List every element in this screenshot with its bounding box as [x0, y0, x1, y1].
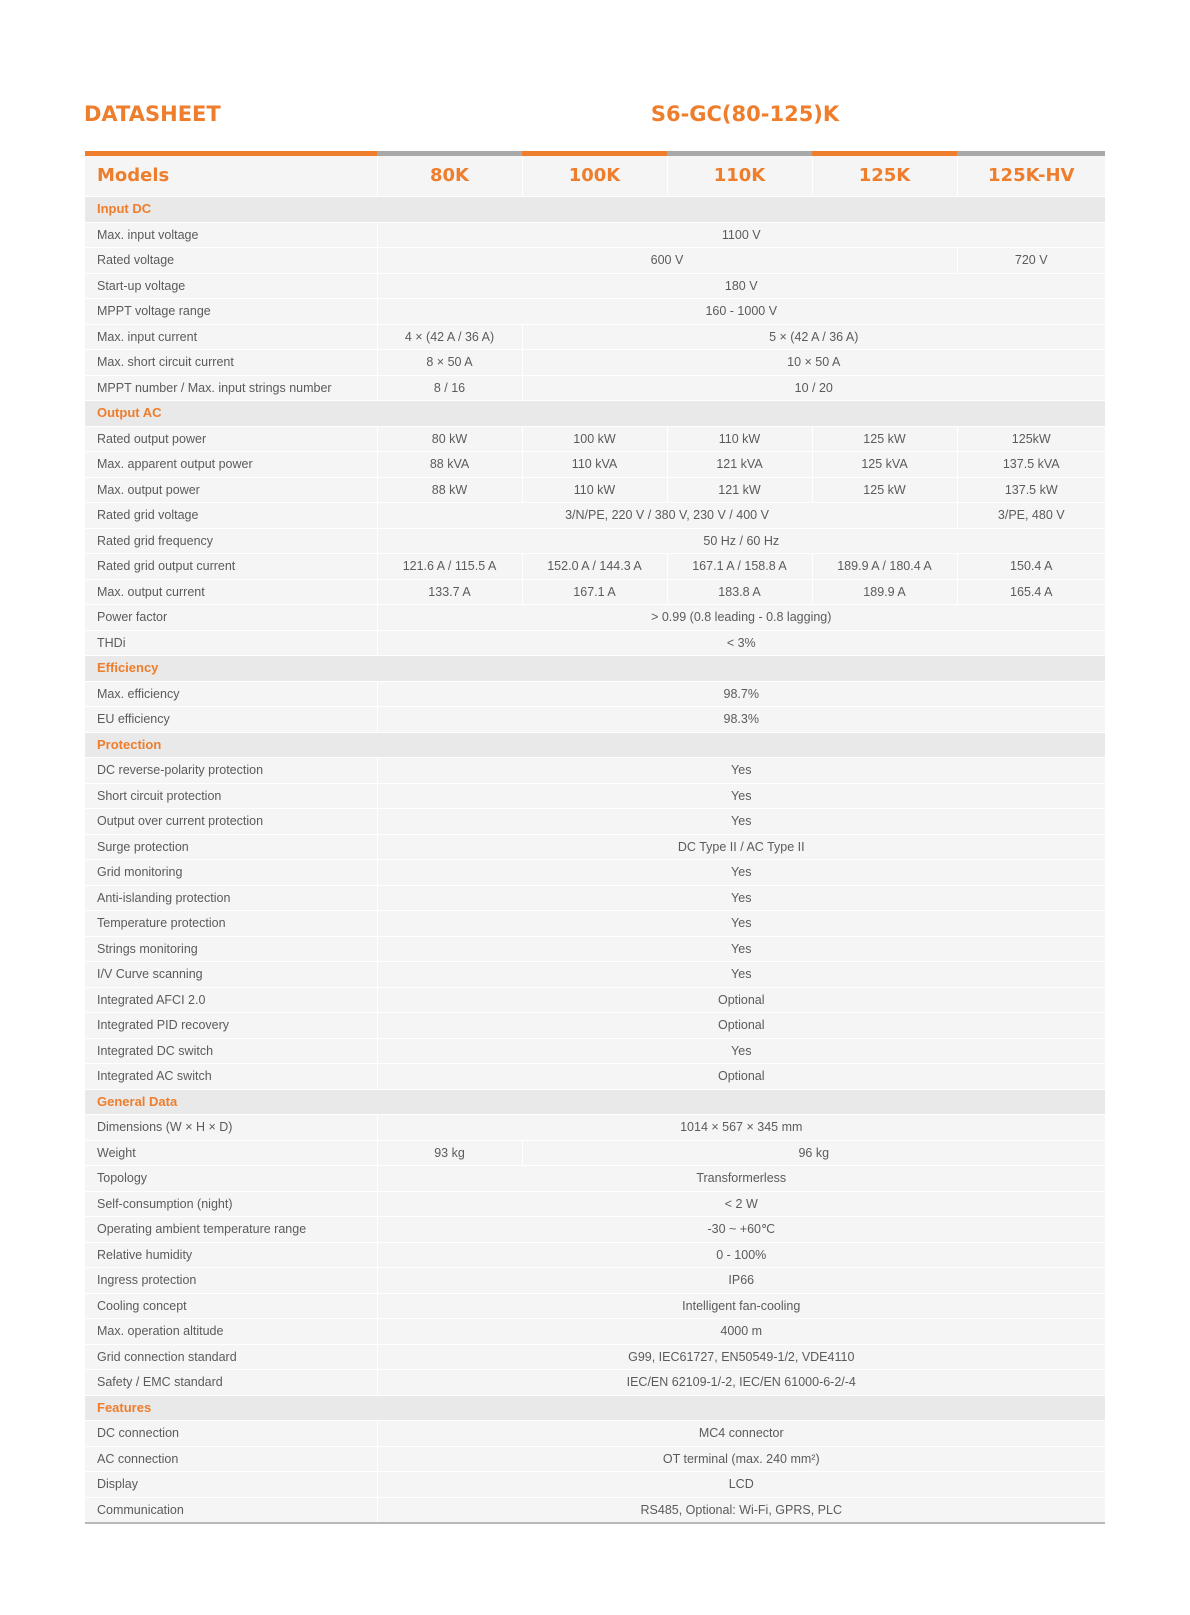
- spec-value: 100 kW: [522, 426, 667, 452]
- section-header-row: [85, 732, 1105, 758]
- spec-value: 50 Hz / 60 Hz: [377, 528, 1105, 554]
- spec-row: [85, 962, 1105, 988]
- spec-value: 180 V: [377, 273, 1105, 299]
- spec-label: Output over current protection: [85, 809, 377, 835]
- spec-row: [85, 1115, 1105, 1141]
- spec-value: 165.4 A: [957, 579, 1105, 605]
- spec-label: Integrated DC switch: [85, 1038, 377, 1064]
- section-header-row: [85, 1089, 1105, 1115]
- spec-label: Max. short circuit current: [85, 350, 377, 376]
- spec-value: < 3%: [377, 630, 1105, 656]
- model-header: 100K: [522, 156, 667, 197]
- models-label: Models: [85, 156, 377, 197]
- spec-label: Cooling concept: [85, 1293, 377, 1319]
- spec-row: [85, 248, 1105, 274]
- spec-row: [85, 1166, 1105, 1192]
- spec-row: [85, 426, 1105, 452]
- spec-row: [85, 1293, 1105, 1319]
- spec-row: [85, 299, 1105, 325]
- spec-value: 10 × 50 A: [522, 350, 1105, 376]
- spec-value: 720 V: [957, 248, 1105, 274]
- spec-row: [85, 477, 1105, 503]
- spec-row: [85, 630, 1105, 656]
- spec-label: DC connection: [85, 1421, 377, 1447]
- spec-value: 189.9 A / 180.4 A: [812, 554, 957, 580]
- spec-label: I/V Curve scanning: [85, 962, 377, 988]
- spec-label: MPPT voltage range: [85, 299, 377, 325]
- spec-label: Topology: [85, 1166, 377, 1192]
- spec-value: 5 × (42 A / 36 A): [522, 324, 1105, 350]
- spec-row: [85, 1497, 1105, 1523]
- models-header-row: [85, 156, 1105, 197]
- spec-value: 98.3%: [377, 707, 1105, 733]
- spec-label: Operating ambient temperature range: [85, 1217, 377, 1243]
- spec-value: 160 - 1000 V: [377, 299, 1105, 325]
- spec-row: [85, 809, 1105, 835]
- spec-label: Rated grid voltage: [85, 503, 377, 529]
- spec-label: Grid connection standard: [85, 1344, 377, 1370]
- spec-value: 88 kW: [377, 477, 522, 503]
- spec-label: Relative humidity: [85, 1242, 377, 1268]
- section-header-row: [85, 197, 1105, 223]
- spec-value: Optional: [377, 1013, 1105, 1039]
- spec-value: 152.0 A / 144.3 A: [522, 554, 667, 580]
- section-title: Efficiency: [85, 656, 1105, 682]
- spec-value: 3/PE, 480 V: [957, 503, 1105, 529]
- datasheet-title: DATASHEET: [84, 102, 221, 126]
- spec-label: Max. output power: [85, 477, 377, 503]
- section-title: General Data: [85, 1089, 1105, 1115]
- spec-label: Power factor: [85, 605, 377, 631]
- spec-value: 4 × (42 A / 36 A): [377, 324, 522, 350]
- spec-value: Transformerless: [377, 1166, 1105, 1192]
- section-title: Features: [85, 1395, 1105, 1421]
- spec-row: [85, 834, 1105, 860]
- spec-label: Integrated AFCI 2.0: [85, 987, 377, 1013]
- spec-label: Rated grid frequency: [85, 528, 377, 554]
- spec-value: Optional: [377, 987, 1105, 1013]
- spec-value: 96 kg: [522, 1140, 1105, 1166]
- spec-value: G99, IEC61727, EN50549-1/2, VDE4110: [377, 1344, 1105, 1370]
- model-header: 125K: [812, 156, 957, 197]
- spec-row: [85, 1446, 1105, 1472]
- spec-value: 88 kVA: [377, 452, 522, 478]
- spec-value: -30 ~ +60℃: [377, 1217, 1105, 1243]
- spec-row: [85, 885, 1105, 911]
- spec-value: 600 V: [377, 248, 957, 274]
- spec-label: MPPT number / Max. input strings number: [85, 375, 377, 401]
- spec-label: Weight: [85, 1140, 377, 1166]
- spec-label: Integrated PID recovery: [85, 1013, 377, 1039]
- spec-value: RS485, Optional: Wi-Fi, GPRS, PLC: [377, 1497, 1105, 1523]
- spec-value: 1014 × 567 × 345 mm: [377, 1115, 1105, 1141]
- spec-value: 110 kW: [522, 477, 667, 503]
- spec-row: [85, 452, 1105, 478]
- spec-label: Surge protection: [85, 834, 377, 860]
- model-series-title: S6-GC(80-125)K: [650, 102, 840, 126]
- spec-row: [85, 350, 1105, 376]
- spec-value: Yes: [377, 911, 1105, 937]
- spec-value: 125kW: [957, 426, 1105, 452]
- spec-value: OT terminal (max. 240 mm²): [377, 1446, 1105, 1472]
- spec-label: Safety / EMC standard: [85, 1370, 377, 1396]
- spec-value: 125 kW: [812, 426, 957, 452]
- spec-value: 110 kVA: [522, 452, 667, 478]
- spec-value: 125 kVA: [812, 452, 957, 478]
- spec-label: Grid monitoring: [85, 860, 377, 886]
- spec-row: [85, 503, 1105, 529]
- spec-value: 8 × 50 A: [377, 350, 522, 376]
- spec-row: [85, 783, 1105, 809]
- spec-value: 10 / 20: [522, 375, 1105, 401]
- spec-row: [85, 911, 1105, 937]
- spec-value: Yes: [377, 936, 1105, 962]
- spec-label: Ingress protection: [85, 1268, 377, 1294]
- spec-value: 167.1 A: [522, 579, 667, 605]
- spec-value: < 2 W: [377, 1191, 1105, 1217]
- spec-value: 110 kW: [667, 426, 812, 452]
- spec-row: [85, 1242, 1105, 1268]
- spec-label: Rated output power: [85, 426, 377, 452]
- spec-value: Intelligent fan-cooling: [377, 1293, 1105, 1319]
- spec-value: 183.8 A: [667, 579, 812, 605]
- spec-label: EU efficiency: [85, 707, 377, 733]
- model-header: 125K-HV: [957, 156, 1105, 197]
- model-header: 110K: [667, 156, 812, 197]
- spec-label: AC connection: [85, 1446, 377, 1472]
- spec-value: > 0.99 (0.8 leading - 0.8 lagging): [377, 605, 1105, 631]
- spec-label: Strings monitoring: [85, 936, 377, 962]
- spec-row: [85, 273, 1105, 299]
- spec-row: [85, 579, 1105, 605]
- spec-value: 0 - 100%: [377, 1242, 1105, 1268]
- spec-value: LCD: [377, 1472, 1105, 1498]
- spec-label: Rated voltage: [85, 248, 377, 274]
- spec-value: Yes: [377, 809, 1105, 835]
- spec-label: Rated grid output current: [85, 554, 377, 580]
- spec-value: 137.5 kVA: [957, 452, 1105, 478]
- spec-value: 121 kVA: [667, 452, 812, 478]
- spec-value: 1100 V: [377, 222, 1105, 248]
- spec-value: 8 / 16: [377, 375, 522, 401]
- spec-label: THDi: [85, 630, 377, 656]
- spec-row: [85, 1217, 1105, 1243]
- spec-row: [85, 324, 1105, 350]
- spec-row: [85, 1191, 1105, 1217]
- spec-row: [85, 1370, 1105, 1396]
- spec-label: Start-up voltage: [85, 273, 377, 299]
- spec-value: Yes: [377, 758, 1105, 784]
- spec-row: [85, 605, 1105, 631]
- spec-row: [85, 987, 1105, 1013]
- spec-value: 4000 m: [377, 1319, 1105, 1345]
- spec-row: [85, 758, 1105, 784]
- spec-label: Max. input current: [85, 324, 377, 350]
- spec-value: Yes: [377, 1038, 1105, 1064]
- spec-value: 93 kg: [377, 1140, 522, 1166]
- spec-row: [85, 1319, 1105, 1345]
- spec-label: Max. input voltage: [85, 222, 377, 248]
- spec-value: Yes: [377, 860, 1105, 886]
- model-header: 80K: [377, 156, 522, 197]
- spec-row: [85, 860, 1105, 886]
- spec-value: 167.1 A / 158.8 A: [667, 554, 812, 580]
- spec-row: [85, 222, 1105, 248]
- spec-label: Max. apparent output power: [85, 452, 377, 478]
- spec-value: Yes: [377, 885, 1105, 911]
- spec-label: Max. efficiency: [85, 681, 377, 707]
- spec-row: [85, 707, 1105, 733]
- spec-label: Display: [85, 1472, 377, 1498]
- spec-label: DC reverse-polarity protection: [85, 758, 377, 784]
- spec-row: [85, 1013, 1105, 1039]
- spec-value: IEC/EN 62109-1/-2, IEC/EN 61000-6-2/-4: [377, 1370, 1105, 1396]
- spec-row: [85, 1421, 1105, 1447]
- spec-value: DC Type II / AC Type II: [377, 834, 1105, 860]
- spec-value: 137.5 kW: [957, 477, 1105, 503]
- spec-row: [85, 1064, 1105, 1090]
- spec-label: Dimensions (W × H × D): [85, 1115, 377, 1141]
- spec-row: [85, 681, 1105, 707]
- spec-value: 150.4 A: [957, 554, 1105, 580]
- section-title: Input DC: [85, 197, 1105, 223]
- section-header-row: [85, 1395, 1105, 1421]
- section-header-row: [85, 401, 1105, 427]
- spec-value: 98.7%: [377, 681, 1105, 707]
- spec-value: MC4 connector: [377, 1421, 1105, 1447]
- spec-value: 80 kW: [377, 426, 522, 452]
- spec-row: [85, 936, 1105, 962]
- spec-label: Anti-islanding protection: [85, 885, 377, 911]
- spec-value: Yes: [377, 783, 1105, 809]
- spec-label: Temperature protection: [85, 911, 377, 937]
- spec-value: 3/N/PE, 220 V / 380 V, 230 V / 400 V: [377, 503, 957, 529]
- spec-label: Communication: [85, 1497, 377, 1523]
- spec-value: 133.7 A: [377, 579, 522, 605]
- spec-value: Optional: [377, 1064, 1105, 1090]
- spec-value: 121.6 A / 115.5 A: [377, 554, 522, 580]
- spec-value: 121 kW: [667, 477, 812, 503]
- section-title: Output AC: [85, 401, 1105, 427]
- datasheet-table: [85, 156, 1105, 1524]
- spec-row: [85, 1344, 1105, 1370]
- spec-row: [85, 554, 1105, 580]
- spec-value: 189.9 A: [812, 579, 957, 605]
- spec-label: Integrated AC switch: [85, 1064, 377, 1090]
- spec-label: Max. operation altitude: [85, 1319, 377, 1345]
- spec-value: Yes: [377, 962, 1105, 988]
- section-header-row: [85, 656, 1105, 682]
- spec-label: Max. output current: [85, 579, 377, 605]
- spec-value: IP66: [377, 1268, 1105, 1294]
- spec-row: [85, 1472, 1105, 1498]
- spec-row: [85, 1038, 1105, 1064]
- spec-row: [85, 1140, 1105, 1166]
- spec-row: [85, 1268, 1105, 1294]
- spec-label: Short circuit protection: [85, 783, 377, 809]
- section-title: Protection: [85, 732, 1105, 758]
- spec-row: [85, 375, 1105, 401]
- spec-row: [85, 528, 1105, 554]
- spec-value: 125 kW: [812, 477, 957, 503]
- spec-label: Self-consumption (night): [85, 1191, 377, 1217]
